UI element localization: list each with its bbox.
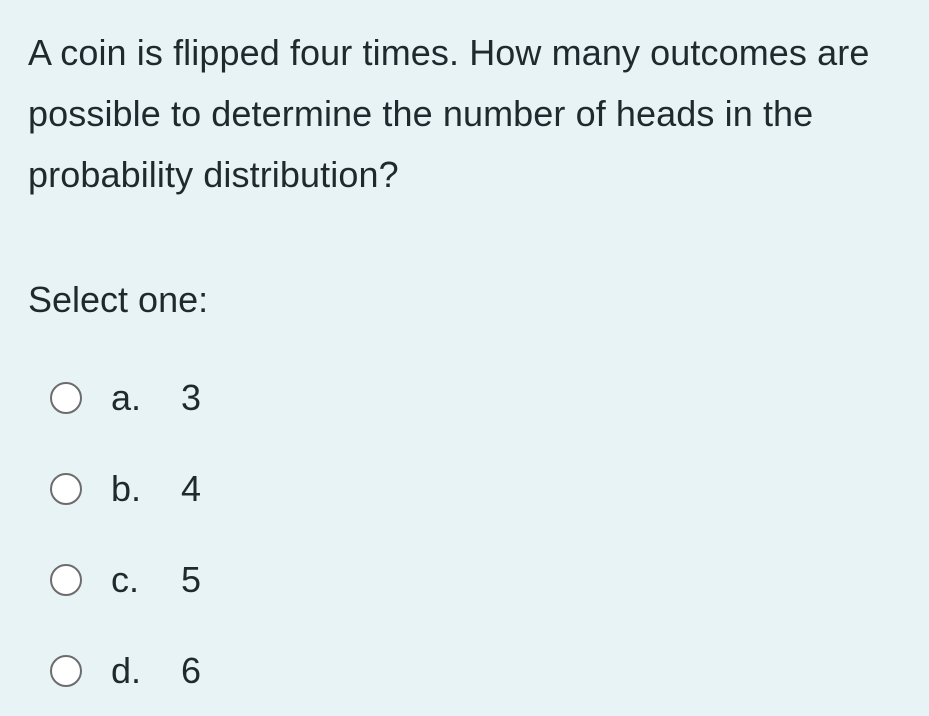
answer-option-c[interactable] [50, 534, 901, 625]
answer-list [28, 352, 901, 716]
answer-option-b[interactable] [50, 443, 901, 534]
select-prompt: Select one: [28, 279, 209, 320]
answer-option-d[interactable] [50, 625, 901, 716]
radio-button[interactable] [50, 382, 82, 414]
answer-label: a. [111, 376, 142, 418]
answer-label: d. [111, 649, 142, 691]
answer-value: 3 [181, 376, 202, 418]
radio-button[interactable] [50, 473, 82, 505]
answer-value: 6 [181, 649, 202, 691]
answer-label: c. [111, 558, 140, 600]
question-text: A coin is flipped four times. How many outcomes are possible to determine the number of heads in the probability distribution? [28, 32, 870, 195]
answer-label: b. [111, 467, 142, 509]
answer-value: 5 [181, 558, 202, 600]
radio-button[interactable] [50, 655, 82, 687]
radio-button[interactable] [50, 564, 82, 596]
answer-option-a[interactable] [50, 352, 901, 443]
answer-value: 4 [181, 467, 202, 509]
